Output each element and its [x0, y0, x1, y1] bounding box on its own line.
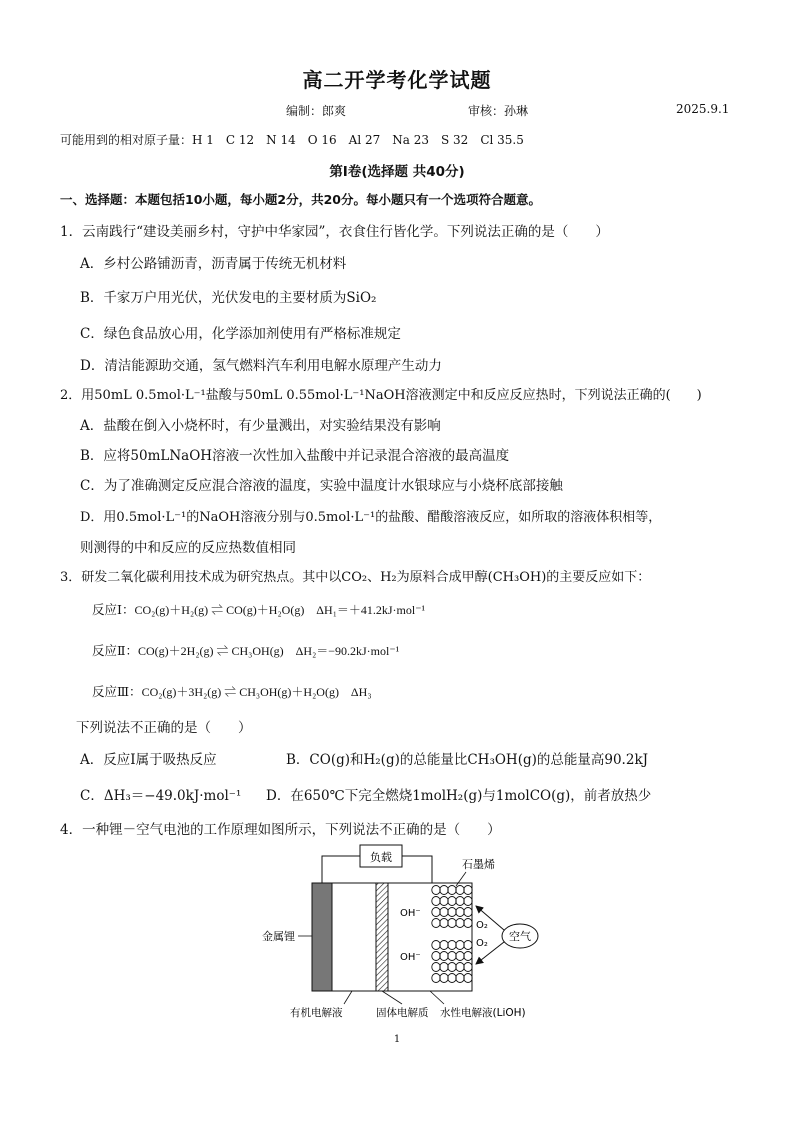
- oxygen-label-top: O₂: [476, 920, 488, 931]
- hydroxide-label-top: OH⁻: [400, 908, 421, 919]
- reaction-2-label: 反应Ⅱ：: [92, 643, 138, 658]
- page-number: 1: [393, 1034, 401, 1045]
- reaction-2: [92, 641, 399, 659]
- question-3-prompt: 下列说法不正确的是（ ）: [76, 720, 252, 736]
- air-label: 空气: [509, 930, 531, 943]
- lithium-air-battery-diagram: [240, 840, 540, 1025]
- reaction-3-label: 反应Ⅲ：: [92, 684, 142, 699]
- aqueous-pointer: [430, 991, 444, 1004]
- q2-option-d-continued: 则测得的中和反应的反应热数值相同: [80, 540, 296, 556]
- part-one-instructions: 一、选择题：本题包括10小题，每小题2分，共20分。每小题只有一个选项符合题意。: [60, 192, 541, 207]
- page-title: 高二开学考化学试题: [302, 68, 492, 92]
- question-1-stem: 1．云南践行“建设美丽乡村，守护中华家园”，衣食住行皆化学。下列说法正确的是（ ）: [60, 224, 609, 240]
- question-4-stem: 4．一种锂－空气电池的工作原理如图所示，下列说法不正确的是（ ）: [60, 822, 501, 838]
- atomic-masses: 可能用到的相对原子量：H 1 C 12 N 14 O 16 Al 27 Na 23 S 32 Cl 35.5: [60, 133, 524, 147]
- q1-option-c: C．绿色食品放心用，化学添加剂使用有严格标准规定: [80, 326, 401, 342]
- hydroxide-label-bottom: OH⁻: [400, 952, 421, 963]
- reaction-3-equation: CO₂(g)＋3H₂(g) ⇌ CH₃OH(g)＋H₂O(g) ΔH₃: [141, 685, 372, 699]
- oxygen-label-bottom: O₂: [476, 938, 488, 949]
- aqueous-electrolyte-label: 水性电解液(LiOH): [440, 1007, 526, 1019]
- q1-option-a: A．乡村公路铺沥青，沥青属于传统无机材料: [80, 256, 347, 272]
- lithium-electrode: [312, 883, 332, 991]
- q2-option-d: D．用0.5mol·L⁻¹的NaOH溶液分别与0.5mol·L⁻¹的盐酸、醋酸溶液反应，如所取的溶液体积相等，: [80, 510, 662, 525]
- q3-option-d: D．在650℃下完全燃烧1molH₂(g)与1molCO(g)，前者放热少: [266, 788, 652, 804]
- solid-electrolyte: [376, 883, 388, 991]
- graphene-label: 石墨烯: [462, 858, 495, 871]
- q2-option-a: A．盐酸在倒入小烧杯时，有少量溅出，对实验结果没有影响: [80, 418, 441, 434]
- reaction-1: [92, 600, 425, 618]
- q1-option-d: D．清洁能源助交通，氢气燃料汽车利用电解水原理产生动力: [80, 358, 442, 374]
- reaction-2-equation: CO(g)＋2H₂(g) ⇌ CH₃OH(g) ΔH₂＝−90.2kJ·mol⁻¹: [138, 644, 400, 658]
- question-2-stem: 2．用50mL 0.5mol·L⁻¹盐酸与50mL 0.55mol·L⁻¹NaOH溶液测定中和反应反应热时，下列说法正确的( ): [60, 388, 702, 403]
- organic-electrolyte-label: 有机电解液: [290, 1007, 343, 1019]
- q3-option-c: C．ΔH₃＝−49.0kJ·mol⁻¹: [80, 788, 242, 804]
- reaction-1-equation: CO₂(g)＋H₂(g) ⇌ CO(g)＋H₂O(g) ΔH₁＝＋41.2kJ·mol⁻¹: [134, 603, 426, 617]
- q2-option-c: C．为了准确测定反应混合溶液的温度，实验中温度计水银球应与小烧杯底部接触: [80, 478, 563, 494]
- load-label: 负载: [370, 851, 392, 864]
- reviewer-line: 审核：孙琳: [468, 104, 529, 118]
- q3-option-b: B．CO(g)和H₂(g)的总能量比CH₃OH(g)的总能量高90.2kJ: [286, 752, 649, 768]
- editor-line: 编制：郎爽: [286, 104, 347, 118]
- question-3-stem: 3．研发二氧化碳利用技术成为研究热点。其中以CO₂、H₂为原料合成甲醇(CH₃OH)的主要反应如下：: [60, 570, 651, 585]
- solid-electrolyte-label: 固体电解质: [376, 1007, 429, 1019]
- q1-option-b: B．千家万户用光伏，光伏发电的主要材质为SiO₂: [80, 290, 377, 306]
- q3-option-a: A．反应Ⅰ属于吸热反应: [80, 752, 217, 768]
- solid-pointer: [382, 991, 402, 1004]
- section-title: 第Ⅰ卷(选择题 共40分): [329, 164, 465, 180]
- exam-date: 2025.9.1: [676, 102, 730, 116]
- reaction-3: [92, 682, 372, 700]
- organic-pointer: [344, 991, 352, 1004]
- reaction-1-label: 反应Ⅰ：: [92, 602, 135, 617]
- lithium-label: 金属锂: [262, 930, 295, 943]
- q2-option-b: B．应将50mLNaOH溶液一次性加入盐酸中并记录混合溶液的最高温度: [80, 448, 510, 464]
